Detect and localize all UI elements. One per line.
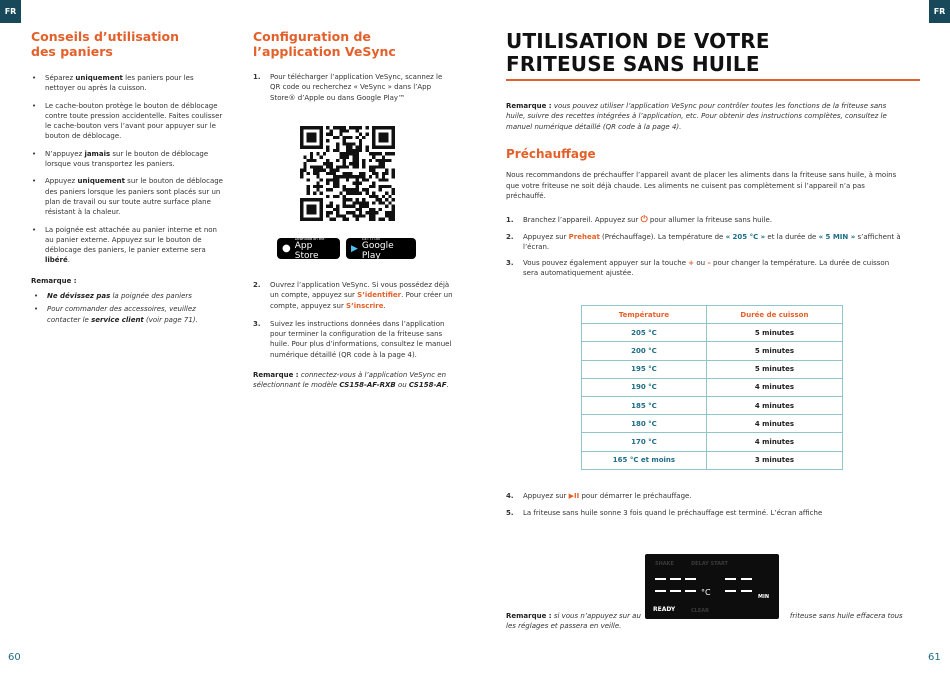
vesync-note: Remarque : connectez-vous à l’application VeSync en sélectionnant le modèle CS158-AF-RXB ou CS158-AF.: [253, 371, 449, 390]
play-icon: ▶: [351, 243, 358, 254]
qr-code-image: [300, 126, 395, 221]
list-item: 1. Pour télécharger l’application VeSync, scannez le QR code ou recherchez « VeSync » dans l’App Store® d’Apple ou dans Google Play™: [253, 73, 443, 102]
list-item: 4. Appuyez sur ▶II pour démarrer le préchauffage.: [506, 492, 692, 500]
table-row: [582, 451, 843, 469]
vesync-setup-column-b: [253, 280, 453, 391]
list-item: • Séparez uniquement les paniers pour les nettoyer ou après la cuisson.: [31, 73, 223, 94]
note-list: [31, 291, 223, 325]
play-pause-icon: ▶II: [568, 492, 580, 500]
segment-digit: [725, 578, 736, 592]
temperature-cell: 190 °C: [582, 378, 707, 396]
list-item: • Le cache-bouton protège le bouton de déblocage contre toute pression accidentelle. Faites coulisser le cache-bouton vers l’avant pour appuyer sur le bouton de déblocage.: [31, 101, 223, 142]
basket-tips-list: [31, 73, 223, 266]
basket-tips-heading: Conseils d’utilisation des paniers: [31, 29, 179, 59]
preheat-heading: Préchauffage: [506, 146, 596, 161]
shake-label: SHAKE: [655, 561, 674, 567]
preheat-steps: [506, 215, 906, 278]
duration-cell: 4 minutes: [706, 378, 842, 396]
preheat-steps-continued: [506, 491, 906, 519]
table-row: [582, 396, 843, 414]
note-label: Remarque :: [31, 276, 77, 285]
table-row: [582, 415, 843, 433]
language-tab-right: FR: [929, 0, 950, 23]
list-item: 1. Branchez l’appareil. Appuyez sur ⏻ pour allumer la friteuse sans huile.: [506, 215, 772, 226]
duration-cell: 3 minutes: [706, 451, 842, 469]
segment-digit: [685, 578, 696, 592]
list-item: 3. Suivez les instructions données dans l’application pour terminer la configuration de la friteuse sans huile. Pour plus d’informations, consultez le manuel numérique détaillé (QR code à la page 4).: [253, 319, 452, 359]
list-item: 3. Vous pouvez également appuyer sur la touche + ou – pour changer la température. La durée de cuisson sera automatiquement ajustée.: [506, 259, 890, 278]
apple-icon: ●: [282, 243, 291, 254]
list-item: 2. Ouvrez l’application VeSync. Si vous possédez déjà un compte, appuyez sur S’identifier. Pour créer un compte, appuyez sur S’inscrire.: [253, 281, 453, 310]
ready-display-image: [645, 554, 779, 619]
list-item: • La poignée est attachée au panier interne et non au panier externe. Appuyez sur le bouton de déblocage des paniers, le panier externe sera libéré.: [31, 225, 223, 266]
table-row: [582, 360, 843, 378]
google-play-badge[interactable]: ▶ GET IT ON Google Play: [346, 238, 416, 259]
segment-digit: [670, 578, 681, 592]
temperature-cell: 185 °C: [582, 396, 707, 414]
list-item: • Appuyez uniquement sur le bouton de déblocage des paniers lorsque les paniers sont placés sur un plan de travail ou sur toute autre surface plane résistant à la chaleur.: [31, 176, 223, 217]
app-note: Remarque : vous pouvez utiliser l’application VeSync pour contrôler toutes les fonctions de la friteuse sans huile, suivre des recettes intégrées à l’application, etc. Pour obtenir des instructions complètes, consultez le manuel numérique détaillé (QR code à la page 4).: [506, 102, 887, 131]
temperature-cell: 200 °C: [582, 342, 707, 360]
duration-cell: 4 minutes: [706, 415, 842, 433]
app-store-badge[interactable]: ● Download on the App Store: [277, 238, 340, 259]
page-number-right: 61: [928, 652, 941, 663]
table-row: [582, 342, 843, 360]
table-row: [582, 433, 843, 451]
temperature-cell: 180 °C: [582, 415, 707, 433]
temperature-cell: 170 °C: [582, 433, 707, 451]
table-header-row: [582, 306, 843, 324]
temperature-cell: 205 °C: [582, 324, 707, 342]
vesync-heading: Configuration de l’application VeSync: [253, 29, 396, 59]
bottom-note: Remarque : si vous n’appuyez sur au friteuse sans huile effacera tous les réglages et passera en veille.: [506, 612, 903, 631]
preheat-table: [581, 305, 843, 470]
vesync-setup-column: [253, 30, 453, 103]
table-row: [582, 378, 843, 396]
duration-cell: 5 minutes: [706, 324, 842, 342]
list-item: • Ne dévissez pas la poignée des paniers: [33, 291, 223, 301]
preheat-intro: Nous recommandons de préchauffer l’appareil avant de placer les aliments dans la friteuse sans huile, à moins que votre friteuse ne soit déjà chaude. Les aliments ne cuisent pas complètement si l’appareil n’a pas préchauffé.: [506, 171, 897, 200]
temp-unit: °C: [701, 588, 711, 597]
vesync-steps-b: [253, 280, 453, 360]
clear-label: CLEAR: [691, 608, 709, 614]
list-item: 2. Appuyez sur Preheat (Préchauffage). La température de « 205 °C » et la durée de « 5 MIN » s’affichent à l’écran.: [506, 232, 901, 251]
table-header: Durée de cuisson: [706, 306, 842, 324]
language-tab-left: FR: [0, 0, 21, 23]
list-item: • Pour commander des accessoires, veuillez contacter le service client (voir page 71).: [33, 304, 223, 325]
table-row: [582, 324, 843, 342]
basket-tips-column: [31, 30, 223, 332]
preheat-steps-b: [506, 491, 906, 519]
duration-cell: 4 minutes: [706, 433, 842, 451]
list-item: 5. La friteuse sans huile sonne 3 fois quand le préchauffage est terminé. L’écran affiche: [506, 509, 823, 518]
duration-cell: 4 minutes: [706, 396, 842, 414]
temperature-cell: 195 °C: [582, 360, 707, 378]
duration-cell: 5 minutes: [706, 342, 842, 360]
segment-digit: [655, 578, 666, 592]
list-item: • N’appuyez jamais sur le bouton de déblocage lorsque vous transportez les paniers.: [31, 149, 223, 170]
title-divider: [506, 79, 920, 81]
right-content: [506, 101, 906, 279]
duration-cell: 5 minutes: [706, 360, 842, 378]
temperature-cell: 165 °C et moins: [582, 451, 707, 469]
power-icon: ⏻: [640, 215, 648, 226]
ready-label: READY: [653, 606, 676, 613]
delay-start-label: DELAY START: [691, 561, 729, 567]
segment-digit: [741, 578, 752, 592]
page-title: UTILISATION DE VOTRE FRITEUSE SANS HUILE: [506, 29, 770, 76]
vesync-steps-a: [253, 72, 453, 103]
page-number-left: 60: [8, 652, 21, 663]
table-header: Température: [582, 306, 707, 324]
time-unit: MIN: [758, 594, 770, 600]
